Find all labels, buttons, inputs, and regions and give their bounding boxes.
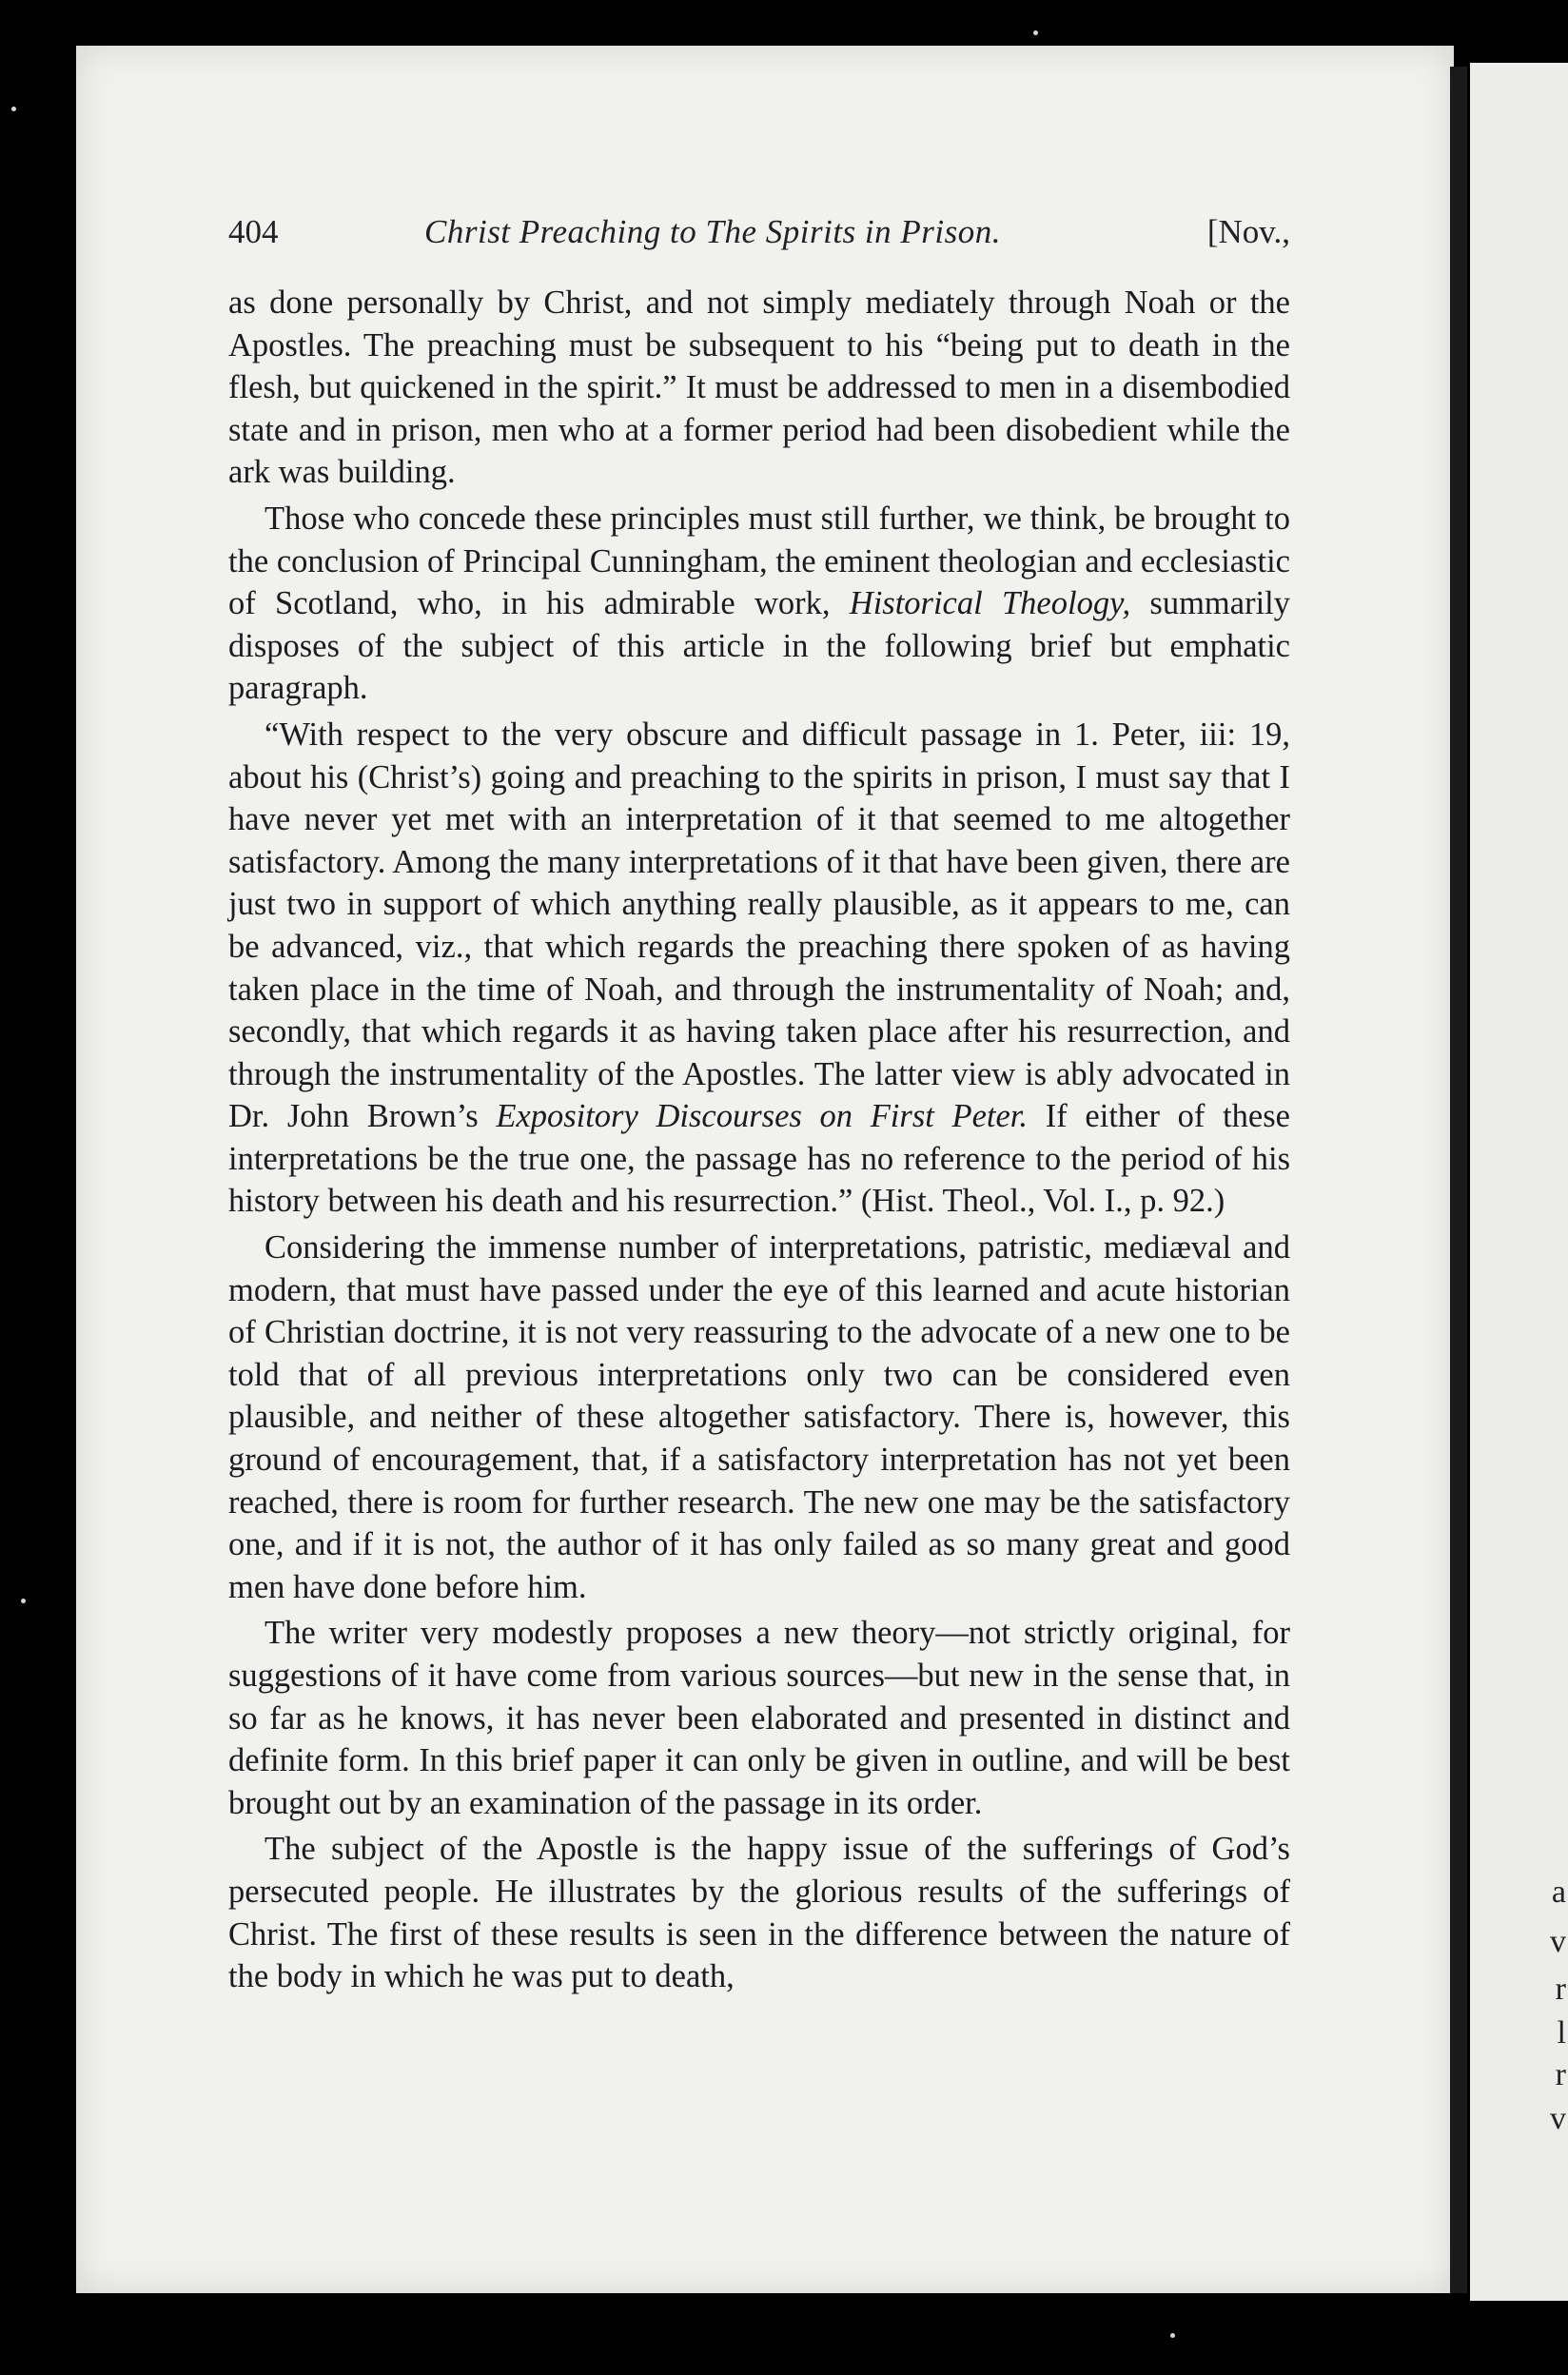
page-number: 404 <box>228 213 279 250</box>
paragraph-text: “With respect to the very obscure and difficult passage in 1. Peter, iii: 19, about his (Christ’s) going and preaching to the spirits in prison, I must say that I have never yet met with an interpretation of it that seemed to me altogether satisfactory. Among the many interpretations of it that have been given, there are just two in support of which anything really plausible, as it appears to me, can be advanced, viz., that which regards the preaching there spoken of as having taken place in the time of Noah, and through the instrumentality of Noah; and, secondly, that which regards it as having taken place after his resurrection, and through the instrumentality of the Apostles. The latter view is ably advocated in Dr. John Brown’s <box>228 716 1290 1135</box>
paragraph-subject: The subject of the Apostle is the happy issue of the sufferings of God’s persecuted people. He illustrates by the glorious results of the sufferings of Christ. The first of these results is seen in the difference between the nature of the body in which he was put to death, <box>228 1831 1290 1995</box>
paragraph-considering: Considering the immense number of interpretations, patristic, mediæval and modern, that must have passed under the eye of this learned and acute historian of Christian doctrine, it is not very reassuring to the advocate of a new one to be told that of all previous interpretations only two can be considered even plausible, and neither of these altogether satisfactory. There is, however, this ground of encouragement, that, if a satisfactory interpretation has not yet been reached, there is room for further research. The new one may be the satisfactory one, and if it is not, the author of it has only failed as so many great and good men have done before him. <box>228 1229 1290 1605</box>
paragraph-new-theory: The writer very modestly proposes a new theory—not strictly original, for suggestions of it have come from various sources—but new in the sense that, in so far as he knows, it has never been elaborated and presented in distinct and definite form. In this brief paper it can only be given in outline, and will be best brought out by an examination of the passage in its order. <box>228 1615 1290 1821</box>
facing-page <box>1470 63 1568 2301</box>
facing-page-fragment: v <box>1550 2101 1566 2136</box>
paragraph-text: If either of these interpretations be the true one, the passage has no reference to the period of his history between his death and his resurrection.” (Hist. Theol., Vol. I., p. 92.) <box>228 1098 1290 1220</box>
book-title-historical-theology: Historical Theology, <box>849 585 1131 622</box>
facing-page-fragment: r <box>1555 2057 1566 2092</box>
scan-speck <box>21 1599 26 1603</box>
paragraph-text: Those who concede these principles must still further, we think, be brought to the conclusion of Principal Cunningham, the eminent theologian and ecclesiastic of Scotland, who, in his admirable work, <box>228 500 1290 622</box>
running-title: Christ Preaching to The Spirits in Prison. <box>424 213 1001 250</box>
facing-page-fragment: v <box>1550 1924 1566 1959</box>
paragraph-cunningham-intro <box>228 498 1290 710</box>
book-title-expository-discourses: Expository Discourses on First Peter. <box>496 1098 1029 1135</box>
paragraph-continuation: as done personally by Christ, and not simply mediately through Noah or the Apostles. The preaching must be subsequent to his “being put to death in the flesh, but quickened in the spirit.” It must be addressed to men in a disembodied state and in prison, men who at a former period had been disobedient while the ark was building. <box>228 285 1290 491</box>
facing-page-fragment: l <box>1557 2015 1566 2051</box>
scan-speck <box>1170 2333 1175 2338</box>
scan-speck <box>11 107 16 111</box>
page-gutter-shadow <box>1450 67 1467 2293</box>
issue-month: [Nov., <box>1206 213 1290 250</box>
running-head <box>228 213 1290 263</box>
article-body <box>228 282 1290 2002</box>
paragraph-quotation <box>228 714 1290 1223</box>
paragraph-text: summarily disposes of the subject of this article in the following brief but emphatic paragraph. <box>228 585 1290 707</box>
facing-page-fragment: r <box>1555 1972 1566 2007</box>
facing-page-fragment: a <box>1551 1874 1566 1910</box>
scan-speck <box>1033 30 1038 35</box>
